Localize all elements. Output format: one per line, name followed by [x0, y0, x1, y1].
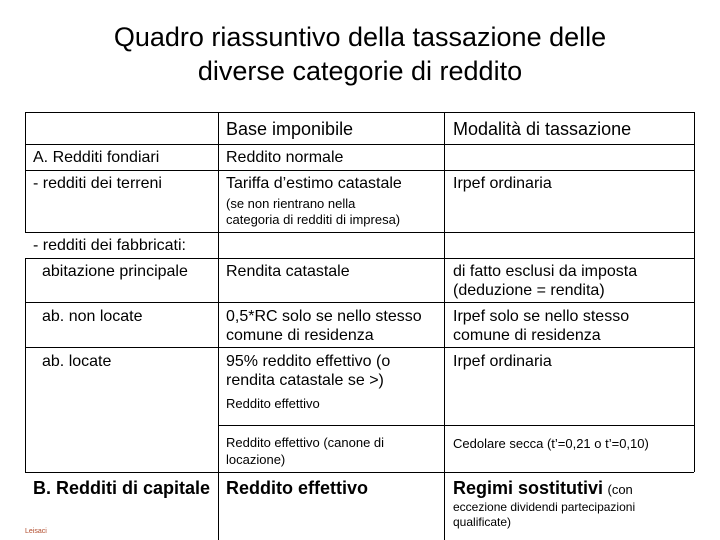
row-terreni-base: Tariffa d’estimo catastale [226, 175, 402, 192]
row-divider [25, 347, 694, 348]
row-locate-base-1: 95% reddito effettivo (o [226, 353, 391, 370]
row-abitazione-label: abitazione principale [42, 263, 188, 280]
row-non-locate-base-1: 0,5*RC solo se nello stesso [226, 308, 422, 325]
title-line-2: diverse categorie di reddito [197, 56, 523, 86]
row-divider [25, 144, 694, 145]
table-border-left [25, 112, 26, 232]
row-cedolare-base-1: Reddito effettivo (canone di [226, 435, 385, 450]
row-divider [218, 425, 694, 426]
row-divider [25, 170, 694, 171]
table-border-top [25, 112, 694, 113]
column-divider [444, 112, 445, 540]
header-modalita-tassazione: Modalità di tassazione [453, 119, 632, 139]
row-capitale-tax-2: eccezione dividendi partecipazioni [453, 500, 636, 514]
row-locate-tax: Irpef ordinaria [453, 353, 552, 370]
header-base-imponibile: Base imponibile [226, 119, 354, 139]
row-cedolare-base-2: locazione) [226, 452, 286, 467]
row-divider [25, 472, 694, 473]
row-fondiari-base: Reddito normale [226, 149, 344, 166]
row-capitale-tax-3: qualificate) [453, 515, 512, 529]
row-divider [25, 232, 694, 233]
row-locate-base-2: rendita catastale se >) [226, 372, 384, 389]
row-capitale-base: Reddito effettivo [226, 478, 368, 498]
row-capitale-label: B. Redditi di capitale [33, 478, 211, 498]
row-terreni-tax: Irpef ordinaria [453, 175, 552, 192]
row-abitazione-tax-1: di fatto esclusi da imposta [453, 263, 638, 280]
row-cedolare-tax: Cedolare secca (t’=0,21 o t’=0,10) [453, 436, 649, 451]
row-non-locate-label: ab. non locate [42, 308, 143, 325]
row-divider [25, 302, 694, 303]
row-non-locate-tax-2: comune di residenza [453, 327, 601, 344]
row-non-locate-base-2: comune di residenza [226, 327, 374, 344]
table-border-left [25, 258, 26, 472]
row-terreni-note-2: categoria di redditi di impresa) [226, 212, 401, 227]
row-capitale-tax-main: Regimi sostitutivi [453, 478, 604, 498]
row-locate-base-3: Reddito effettivo [226, 396, 320, 411]
row-capitale-tax-suffix: (con [607, 482, 633, 497]
row-terreni-note-1: (se non rientrano nella [226, 196, 356, 211]
row-divider [25, 258, 694, 259]
row-locate-label: ab. locate [42, 353, 112, 370]
row-non-locate-tax-1: Irpef solo se nello stesso [453, 308, 630, 325]
row-abitazione-tax-2: (deduzione = rendita) [453, 282, 605, 299]
row-capitale-tax-1 [453, 477, 633, 499]
row-fondiari-label: A. Redditi fondiari [33, 149, 160, 166]
row-fabbricati-label: - redditi dei fabbricati: [33, 237, 186, 254]
column-divider [218, 112, 219, 540]
row-terreni-label: - redditi dei terreni [33, 175, 162, 192]
footer-mark: Leisaci [25, 528, 47, 535]
title-line-1: Quadro riassuntivo della tassazione delle [113, 22, 607, 52]
table-border-right [694, 112, 695, 472]
row-abitazione-base: Rendita catastale [226, 263, 350, 280]
